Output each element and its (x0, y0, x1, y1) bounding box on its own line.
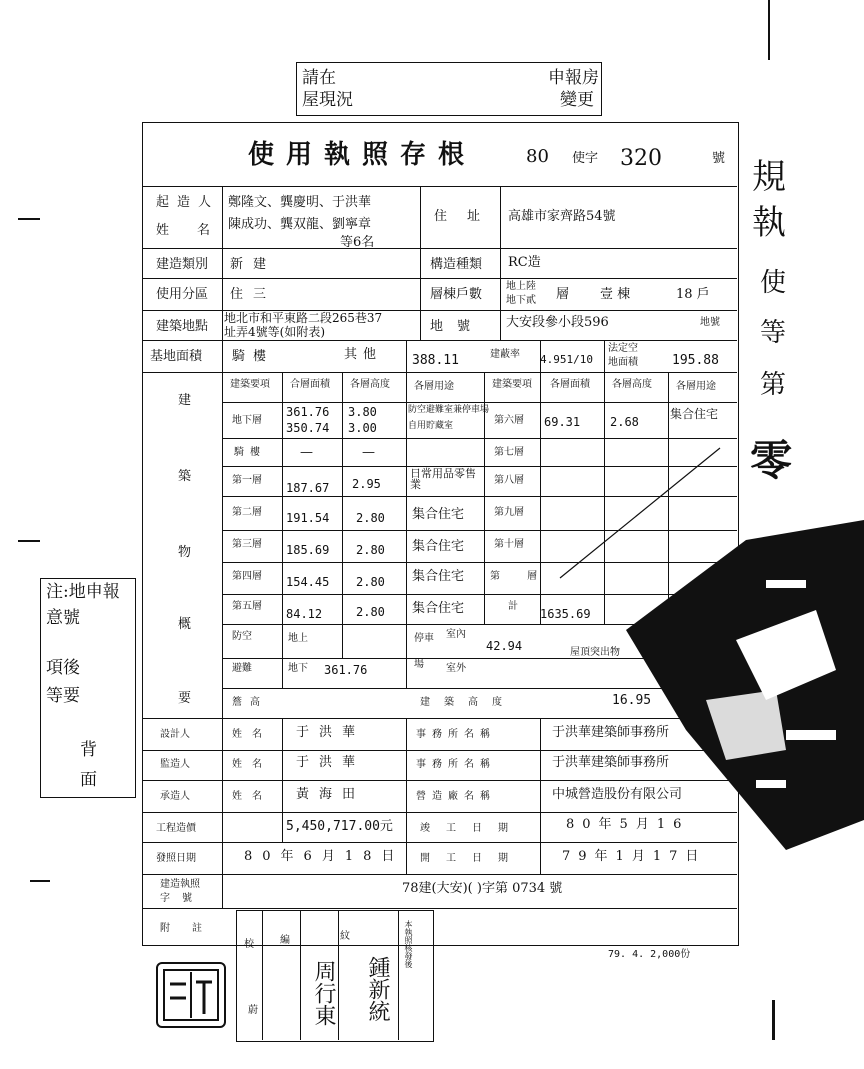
row3-label-r: 第九層 (494, 507, 524, 518)
cover-label: 建蔽率 (490, 349, 520, 360)
head-c2: 合層面積 (290, 379, 330, 390)
shelter-above: 地上 (288, 633, 308, 644)
supervisor-name-label: 姓名 (232, 759, 272, 770)
row6-height: 2.80 (356, 605, 385, 619)
structure-value: RC造 (508, 255, 541, 270)
row6-label: 第五層 (232, 601, 262, 612)
row0-height-r: 2.68 (610, 415, 639, 429)
builder-names-1: 鄭隆文、龔慶明、于洪華 (228, 195, 372, 210)
designer-firm: 于洪華建築師事務所 (552, 725, 670, 740)
start-label: 開工日期 (420, 853, 524, 864)
contractor-name-label: 姓名 (232, 791, 272, 802)
left-note-1: 注:地申報 (46, 582, 120, 602)
top-note-line1b: 申報房 (548, 68, 599, 88)
row5-label: 第四層 (232, 571, 262, 582)
row2-label: 第一層 (232, 475, 262, 486)
head-c5: 建築要項 (492, 379, 532, 390)
permit-value: 78建(大安)( )字第 0734 號 (402, 881, 563, 896)
row4-label: 第三層 (232, 539, 262, 550)
open-label1: 法定空 (608, 343, 638, 354)
lot-suffix: 地號 (700, 317, 720, 328)
official-seal (156, 962, 226, 1028)
address-value: 高雄市家齊路54號 (508, 209, 616, 224)
seal-mid-text: 本執照核發後 (404, 920, 413, 968)
contractor-name: 黃海田 (296, 787, 366, 802)
builder-names-2: 陳成功、龔双龍、劉寧章 (228, 217, 372, 232)
open-label2: 地面積 (608, 357, 638, 368)
seal-name-2: 鍾新統 (365, 956, 390, 1022)
floors-below: 地下貳 (506, 295, 536, 306)
designer-firm-label: 事務所名稱 (416, 729, 496, 740)
margin-mark-1 (18, 218, 40, 220)
cost-label: 工程造價 (156, 823, 196, 834)
site-qita-val: 388.11 (412, 353, 459, 368)
floors-dong: 壹 棟 (600, 287, 631, 302)
margin-mark-3 (30, 880, 50, 882)
seal-name-1: 周行東 (311, 960, 336, 1026)
address-label: 住址 (434, 209, 501, 224)
row5-label-r: 第 層 (490, 571, 550, 582)
builder-name-label: 姓名 (156, 223, 239, 238)
row5-use: 集合住宅 (412, 569, 465, 584)
signoff-1: 校 (244, 939, 254, 950)
floors-label: 層棟戶數 (430, 287, 483, 302)
row6-area: 84.12 (286, 607, 323, 621)
site-qilou: 騎樓 (232, 349, 275, 364)
designer-name-label: 姓名 (232, 729, 272, 740)
supervisor-firm: 于洪華建築師事務所 (552, 755, 670, 770)
head-c7: 各層高度 (612, 379, 652, 390)
row0-label: 地下層 (232, 415, 262, 426)
margin-mark-4 (768, 0, 770, 60)
designer-name: 于洪華 (296, 725, 366, 740)
top-note-line2: 屋現況 (302, 90, 353, 110)
floors-ceng: 層 (556, 287, 570, 302)
margin-char-4: 等 (760, 318, 787, 348)
left-note-5: 背 (80, 740, 97, 760)
form-title: 使用執照存根 (248, 140, 477, 170)
floors-hu: 18 戶 (676, 287, 710, 302)
margin-char-1: 規 (752, 157, 786, 197)
row1-height: — (362, 445, 375, 460)
row0-height2: 3.00 (348, 421, 377, 435)
use-zone-label: 使用分區 (156, 287, 209, 302)
head-c8: 各層用途 (676, 381, 716, 392)
row3-label: 第二層 (232, 507, 262, 518)
cost-value: 5,450,717.00元 (286, 819, 393, 834)
permit-label1: 建造執照 (160, 879, 200, 890)
row6-use: 集合住宅 (412, 601, 465, 616)
row0-area-r: 69.31 (544, 415, 581, 429)
floors-above: 地上陸 (506, 281, 536, 292)
margin-char-6: 零 (750, 436, 793, 485)
shelter-label2: 避難 (232, 663, 252, 674)
park-outdoor: 室外 (446, 663, 466, 674)
margin-mark-5 (772, 1000, 775, 1040)
signoff-bottom: 蔚 (248, 1005, 258, 1016)
row0-label-r: 第六層 (494, 415, 524, 426)
open-val: 195.88 (672, 353, 719, 368)
row1-area: — (300, 445, 313, 460)
head-c6: 各層面積 (550, 379, 590, 390)
location-line1: 地北市和平東路二段265巷37 (224, 311, 383, 325)
designer-role: 設計人 (160, 729, 190, 740)
park-val: 42.94 (486, 639, 523, 653)
use-zone-value: 住三 (230, 287, 277, 302)
row0-use2: 自用貯藏室 (408, 421, 454, 431)
site-qita: 其他 (344, 347, 383, 362)
row2-area: 187.67 (286, 481, 330, 495)
eaves-label: 簷高 (232, 697, 268, 708)
row0-use: 防空避難室兼停車場 (408, 405, 490, 415)
supervisor-name: 于洪華 (296, 755, 366, 770)
left-note-4: 等要 (46, 686, 80, 706)
supervisor-firm-label: 事務所名稱 (416, 759, 496, 770)
row4-label-r: 第十層 (494, 539, 524, 550)
start-value: 79年1月17日 (562, 849, 707, 864)
margin-char-2: 執 (752, 203, 786, 243)
row4-height: 2.80 (356, 543, 385, 557)
signoff-3: 紋 (340, 931, 350, 942)
site-label: 基地面積 (150, 349, 203, 364)
lot-label: 地號 (430, 319, 485, 334)
permit-label2: 字號 (160, 893, 204, 904)
row0-height: 3.80 (348, 405, 377, 419)
row3-area: 191.54 (286, 511, 330, 525)
top-note-line1: 請在 (302, 68, 336, 88)
title-zi: 使字 (572, 151, 599, 166)
row4-area: 185.69 (286, 543, 330, 557)
builder-names-3: 等6名 (340, 235, 375, 250)
head-c1: 建築要項 (230, 379, 270, 390)
bldg-height-val: 16.95 (612, 693, 652, 708)
row4-use: 集合住宅 (412, 539, 465, 554)
build-type-label: 建造類別 (156, 257, 209, 272)
supervisor-role: 監造人 (160, 759, 190, 770)
contractor-firm-label: 營造廠名稱 (416, 791, 496, 802)
contractor-role: 承造人 (160, 791, 190, 802)
title-year: 80 (526, 146, 549, 167)
row0-area2: 350.74 (286, 421, 330, 435)
print-mark: 79. 4. 2,000份 (608, 949, 691, 960)
margin-char-3: 使 (760, 268, 787, 298)
row0-area: 361.76 (286, 405, 330, 419)
park-label2: 場 (414, 659, 424, 670)
row1-label: 騎樓 (234, 447, 266, 458)
row2-label-r: 第八層 (494, 475, 524, 486)
row6-area-r: 1635.69 (540, 607, 591, 621)
title-hao: 號 (712, 151, 726, 166)
scan-blot (616, 520, 864, 850)
row3-use: 集合住宅 (412, 507, 465, 522)
lot-value: 大安段參小段596 (506, 315, 609, 330)
left-note-6: 面 (80, 770, 97, 790)
row2-height: 2.95 (352, 477, 381, 491)
top-note-line2b: 變更 (560, 90, 594, 110)
row3-height: 2.80 (356, 511, 385, 525)
note-label: 附註 (160, 923, 224, 934)
build-type-value: 新建 (230, 257, 277, 272)
side-4: 概 (178, 617, 192, 632)
side-1: 建 (178, 393, 192, 408)
left-note-3: 項後 (46, 658, 80, 678)
shelter-below-val: 361.76 (324, 663, 368, 677)
side-2: 築 (178, 469, 192, 484)
row5-area: 154.45 (286, 575, 330, 589)
roof-label: 屋頂突出物 (570, 647, 620, 658)
cover-val: 4.951/10 (540, 353, 593, 366)
head-c3: 各層高度 (350, 379, 390, 390)
left-note-2: 意號 (46, 608, 80, 628)
title-number: 320 (620, 146, 662, 171)
signoff-2: 編 (280, 935, 290, 946)
done-label: 竣工日期 (420, 823, 524, 834)
row1-label-r: 第七層 (494, 447, 524, 458)
margin-char-5: 第 (760, 370, 787, 400)
structure-label: 構造種類 (430, 257, 483, 272)
bldg-height-label: 建築高度 (420, 697, 516, 708)
head-c4: 各層用途 (414, 381, 454, 392)
done-value: 80年5月16 (566, 817, 690, 832)
builder-label: 起造人 (156, 195, 220, 210)
park-indoor: 室內 (446, 629, 466, 640)
row5-height: 2.80 (356, 575, 385, 589)
row2-use: 日常用品零售業 (410, 467, 476, 491)
park-label1: 停車 (414, 633, 434, 644)
row6-label-r: 計 (508, 601, 518, 612)
row0-use-r: 集合住宅 (670, 407, 719, 421)
shelter-below: 地下 (288, 663, 308, 674)
margin-mark-2 (18, 540, 40, 542)
side-3: 物 (178, 545, 192, 560)
issue-value: 80年6月18日 (244, 849, 405, 864)
side-5: 要 (178, 691, 192, 706)
contractor-firm: 中城營造股份有限公司 (552, 787, 683, 802)
location-line2: 址弄4號等(如附表) (224, 325, 325, 339)
issue-label: 發照日期 (156, 853, 196, 864)
location-label: 建築地點 (156, 319, 209, 334)
shelter-label1: 防空 (232, 631, 252, 642)
